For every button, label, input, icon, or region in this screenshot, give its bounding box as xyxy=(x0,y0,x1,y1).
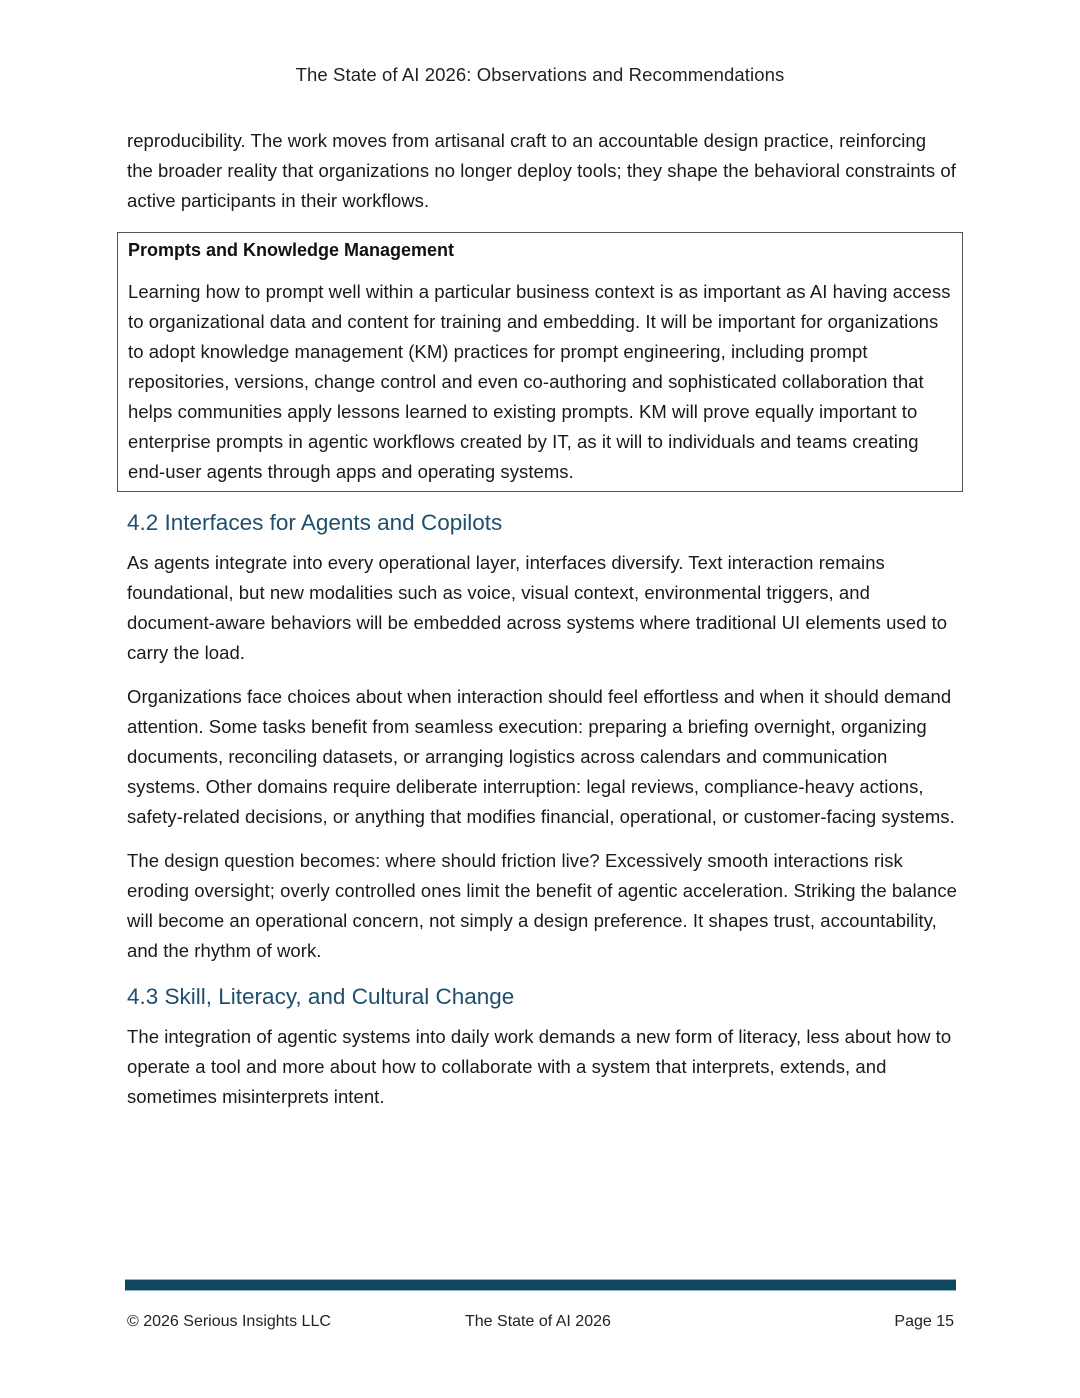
section-4-2-paragraph: The design question becomes: where should friction live? Excessively smooth interactions risk eroding oversight; overly controlled ones limit the benefit of agentic acceleration. Striking the balance will become an operational concern, not simply a design preference. It shapes trust, accountability, and the rhythm of work. xyxy=(127,850,957,961)
footer-copyright: © 2026 Serious Insights LLC xyxy=(127,1313,331,1330)
footer-page-number: Page 15 xyxy=(894,1313,954,1330)
callout-box xyxy=(117,232,963,492)
footer-rule xyxy=(125,1279,956,1291)
page-footer xyxy=(127,1313,954,1337)
section-4-2-paragraph: Organizations face choices about when interaction should feel effortless and when it should demand attention. Some tasks benefit from seamless execution: preparing a briefing overnight, organizing documents, reconciling datasets, or arranging logistics across calendars and communication systems. Other domains require deliberate interruption: legal reviews, compliance-heavy actions, safety-related decisions, or anything that modifies financial, operational, or customer-facing systems. xyxy=(127,686,955,827)
section-4-2-paragraph: As agents integrate into every operational layer, interfaces diversify. Text interaction remains foundational, but new modalities such as voice, visual context, environmental triggers, and document-aware behaviors will be embedded across systems where traditional UI elements used to carry the load. xyxy=(127,552,948,663)
running-header: The State of AI 2026: Observations and Recommendations xyxy=(295,64,785,85)
page-content xyxy=(127,126,957,1126)
section-heading-4-3: 4.3 Skill, Literacy, and Cultural Change xyxy=(127,984,515,1009)
intro-paragraph: reproducibility. The work moves from artisanal craft to an accountable design practice, reinforcing the broader reality that organizations no longer deploy tools; they shape the behavioral constraints of active participants in their workflows. xyxy=(127,130,956,211)
section-heading-4-2: 4.2 Interfaces for Agents and Copilots xyxy=(127,510,503,535)
footer-title: The State of AI 2026 xyxy=(465,1313,611,1330)
callout-text: Learning how to prompt well within a particular business context is as important as AI having access to organizational data and content for training and embedding. It will be important for organizations to adopt knowledge management (KM) practices for prompt engineering, including prompt repositories, versions, change control and even co-authoring and sophisticated collaboration that helps communities apply lessons learned to existing prompts. KM will prove equally important to enterprise prompts in agentic workflows created by IT, as it will to individuals and teams creating end-user agents through apps and operating systems. xyxy=(128,281,951,482)
callout-title: Prompts and Knowledge Management xyxy=(128,240,455,260)
section-4-3-paragraph: The integration of agentic systems into daily work demands a new form of literacy, less about how to operate a tool and more about how to collaborate with a system that interprets, extends, and sometimes misinterprets intent. xyxy=(127,1026,952,1107)
